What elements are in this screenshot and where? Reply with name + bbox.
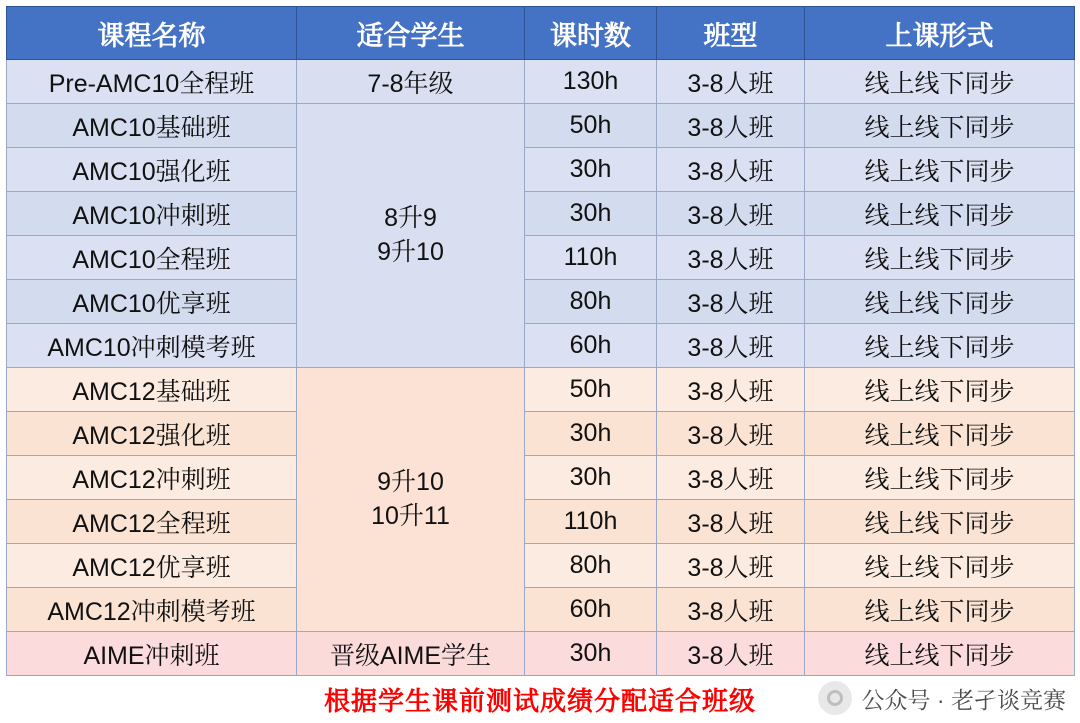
cell-course-name: AMC12全程班	[7, 500, 297, 544]
cell-course-name: AMC10冲刺班	[7, 192, 297, 236]
course-table	[6, 6, 1075, 676]
course-table-sheet	[0, 6, 1080, 723]
table-row	[7, 148, 1075, 192]
cell-course-name: AMC12冲刺班	[7, 456, 297, 500]
student-level-line-1: 9升10	[377, 467, 444, 496]
cell-hours: 110h	[525, 236, 657, 280]
cell-hours: 30h	[525, 192, 657, 236]
cell-course-name: AIME冲刺班	[7, 632, 297, 676]
cell-hours: 80h	[525, 544, 657, 588]
cell-format: 线上线下同步	[805, 280, 1075, 324]
watermark-text: 公众号 · 老孑谈竞赛	[861, 686, 1066, 713]
table-row	[7, 104, 1075, 148]
cell-class-type: 3-8人班	[657, 544, 805, 588]
table-row	[7, 588, 1075, 632]
cell-class-type: 3-8人班	[657, 500, 805, 544]
cell-format: 线上线下同步	[805, 632, 1075, 676]
cell-student-level	[297, 368, 525, 632]
footer-note: 根据学生课前测试成绩分配适合班级	[323, 686, 756, 716]
cell-class-type: 3-8人班	[657, 632, 805, 676]
cell-student-level: 7-8年级	[297, 60, 525, 104]
column-header-format: 上课形式	[805, 7, 1075, 60]
cell-format: 线上线下同步	[805, 588, 1075, 632]
table-row	[7, 500, 1075, 544]
cell-course-name: Pre-AMC10全程班	[7, 60, 297, 104]
cell-student-level	[297, 104, 525, 368]
cell-hours: 30h	[525, 632, 657, 676]
table-row	[7, 280, 1075, 324]
cell-hours: 30h	[525, 412, 657, 456]
cell-hours: 60h	[525, 588, 657, 632]
cell-format: 线上线下同步	[805, 148, 1075, 192]
cell-class-type: 3-8人班	[657, 104, 805, 148]
column-header-student: 适合学生	[297, 7, 525, 60]
cell-format: 线上线下同步	[805, 500, 1075, 544]
table-row	[7, 456, 1075, 500]
cell-format: 线上线下同步	[805, 456, 1075, 500]
cell-hours: 30h	[525, 456, 657, 500]
cell-format: 线上线下同步	[805, 412, 1075, 456]
cell-format: 线上线下同步	[805, 60, 1075, 104]
cell-hours: 80h	[525, 280, 657, 324]
cell-hours: 60h	[525, 324, 657, 368]
cell-class-type: 3-8人班	[657, 60, 805, 104]
cell-format: 线上线下同步	[805, 192, 1075, 236]
table-header-row	[7, 7, 1075, 60]
cell-hours: 50h	[525, 368, 657, 412]
cell-class-type: 3-8人班	[657, 280, 805, 324]
cell-course-name: AMC10强化班	[7, 148, 297, 192]
cell-course-name: AMC12强化班	[7, 412, 297, 456]
cell-format: 线上线下同步	[805, 324, 1075, 368]
table-row	[7, 412, 1075, 456]
cell-format: 线上线下同步	[805, 368, 1075, 412]
student-level-line-2: 9升10	[377, 237, 444, 266]
cell-format: 线上线下同步	[805, 104, 1075, 148]
table-row	[7, 544, 1075, 588]
cell-course-name: AMC12冲刺模考班	[7, 588, 297, 632]
table-row	[7, 632, 1075, 676]
cell-class-type: 3-8人班	[657, 368, 805, 412]
cell-class-type: 3-8人班	[657, 236, 805, 280]
cell-hours: 130h	[525, 60, 657, 104]
column-header-class-type: 班型	[657, 7, 805, 60]
cell-student-level: 晋级AIME学生	[297, 632, 525, 676]
cell-course-name: AMC10优享班	[7, 280, 297, 324]
table-row	[7, 324, 1075, 368]
cell-format: 线上线下同步	[805, 236, 1075, 280]
table-row	[7, 236, 1075, 280]
student-level-line-2: 10升11	[371, 501, 450, 530]
cell-class-type: 3-8人班	[657, 588, 805, 632]
cell-hours: 110h	[525, 500, 657, 544]
table-row	[7, 368, 1075, 412]
cell-hours: 50h	[525, 104, 657, 148]
column-header-course-name: 课程名称	[7, 7, 297, 60]
cell-class-type: 3-8人班	[657, 412, 805, 456]
cell-class-type: 3-8人班	[657, 456, 805, 500]
cell-course-name: AMC12优享班	[7, 544, 297, 588]
table-row	[7, 60, 1075, 104]
cell-course-name: AMC12基础班	[7, 368, 297, 412]
table-row	[7, 192, 1075, 236]
cell-course-name: AMC10冲刺模考班	[7, 324, 297, 368]
cell-course-name: AMC10全程班	[7, 236, 297, 280]
cell-class-type: 3-8人班	[657, 148, 805, 192]
cell-hours: 30h	[525, 148, 657, 192]
cell-class-type: 3-8人班	[657, 192, 805, 236]
student-level-line-1: 8升9	[384, 203, 437, 232]
cell-class-type: 3-8人班	[657, 324, 805, 368]
column-header-hours: 课时数	[525, 7, 657, 60]
cell-course-name: AMC10基础班	[7, 104, 297, 148]
cell-format: 线上线下同步	[805, 544, 1075, 588]
